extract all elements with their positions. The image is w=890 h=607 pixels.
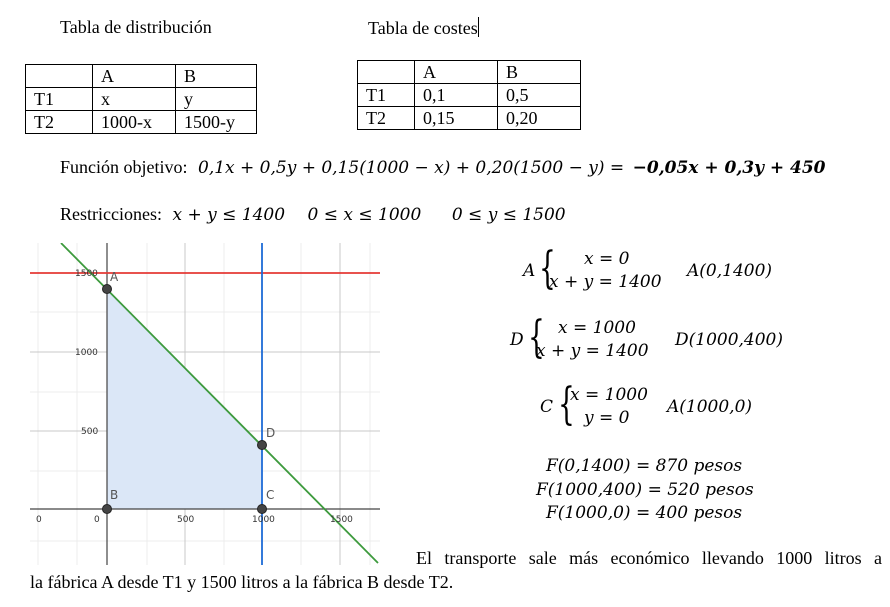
system-eq2: y = 0 [584, 408, 630, 428]
distribution-table-title: Tabla de distribución [60, 17, 212, 37]
table-cell: y [176, 88, 257, 111]
feasible-region-graph [30, 243, 380, 565]
system-eq2: x + y = 1400 [549, 272, 662, 292]
y-tick-label: 1500 [75, 269, 98, 279]
cost-table-title: Tabla de costes [368, 18, 478, 38]
evaluation-text: F(1000,400) = 520 pesos [536, 480, 754, 500]
table-cell: T2 [26, 111, 93, 134]
evaluation-2 [536, 479, 754, 500]
objective-label: Función objetivo: [60, 157, 188, 177]
table-row [358, 107, 581, 130]
table-cell: 1000-x [93, 111, 176, 134]
point-b [103, 505, 112, 514]
system-name: A [523, 261, 536, 281]
distribution-table [25, 64, 257, 134]
x-tick-label: 1500 [330, 515, 353, 525]
brace-icon: { [528, 312, 545, 363]
x-tick-label: 0 [94, 515, 100, 525]
system-a [521, 243, 781, 295]
restrictions [60, 204, 566, 225]
system-eq1: x = 1000 [570, 385, 648, 405]
evaluation-text: F(1000,0) = 400 pesos [546, 503, 743, 523]
point-label-d: D [266, 426, 276, 440]
table-cell: 0,15 [415, 107, 498, 130]
evaluation-3 [546, 502, 742, 523]
table-cell: A [415, 61, 498, 84]
x-tick-label: 1000 [252, 515, 275, 525]
table-cell: 0,5 [498, 84, 581, 107]
table-row [26, 111, 257, 134]
table-cell: x [93, 88, 176, 111]
system-result: A(1000,0) [667, 397, 753, 417]
cost-table [357, 60, 581, 130]
y-tick-label: 1000 [75, 348, 98, 358]
system-eq2: x + y = 1400 [536, 341, 649, 361]
brace-icon: { [558, 379, 575, 430]
restriction-y: 0 ≤ y ≤ 1500 [451, 205, 566, 225]
point-d [258, 441, 267, 450]
restrictions-label: Restricciones: [60, 204, 162, 224]
point-a [103, 285, 112, 294]
table-cell: B [498, 61, 581, 84]
objective-expression: 0,1x + 0,5y + 0,15(1000 − x) + 0,20(1500 − y) = [198, 158, 625, 178]
table-cell: T1 [26, 88, 93, 111]
system-name: D [510, 330, 524, 350]
cost-table-title-wrap [368, 17, 479, 39]
table-cell: T1 [358, 84, 415, 107]
table-cell: B [176, 65, 257, 88]
system-eq1: x = 1000 [558, 318, 636, 338]
point-c [258, 505, 267, 514]
table-cell: A [93, 65, 176, 88]
x-tick-label: 0 [36, 515, 42, 525]
table-row [26, 65, 257, 88]
restriction-x: 0 ≤ x ≤ 1000 [307, 205, 422, 225]
system-name: C [540, 397, 554, 417]
table-cell: 0,20 [498, 107, 581, 130]
system-eq1: x = 0 [584, 249, 630, 269]
conclusion-line-2: la fábrica A desde T1 y 1500 litros a la fábrica B desde T2. [30, 572, 454, 592]
point-label-b: B [110, 488, 119, 502]
table-cell: 1500-y [176, 111, 257, 134]
system-d [508, 312, 798, 364]
objective-result: −0,05x + 0,3y + 450 [632, 158, 826, 178]
system-c [540, 379, 790, 431]
table-row [358, 61, 581, 84]
evaluation-text: F(0,1400) = 870 pesos [546, 456, 743, 476]
table-cell: T2 [358, 107, 415, 130]
objective-function [60, 157, 826, 178]
point-label-a: A [110, 270, 119, 284]
conclusion-line-1: El transporte sale más económico llevando 1000 litros a [416, 548, 882, 568]
text-cursor [478, 17, 479, 37]
table-cell [26, 65, 93, 88]
point-label-c: C [266, 488, 275, 502]
evaluation-1 [546, 455, 742, 476]
system-result: A(0,1400) [687, 261, 773, 281]
table-cell: 0,1 [415, 84, 498, 107]
table-row [26, 88, 257, 111]
y-tick-label: 500 [81, 427, 99, 437]
table-row [358, 84, 581, 107]
x-tick-label: 500 [177, 515, 195, 525]
table-cell [358, 61, 415, 84]
restriction-sum: x + y ≤ 1400 [172, 205, 286, 225]
brace-icon: { [539, 243, 556, 294]
system-result: D(1000,400) [675, 330, 784, 350]
